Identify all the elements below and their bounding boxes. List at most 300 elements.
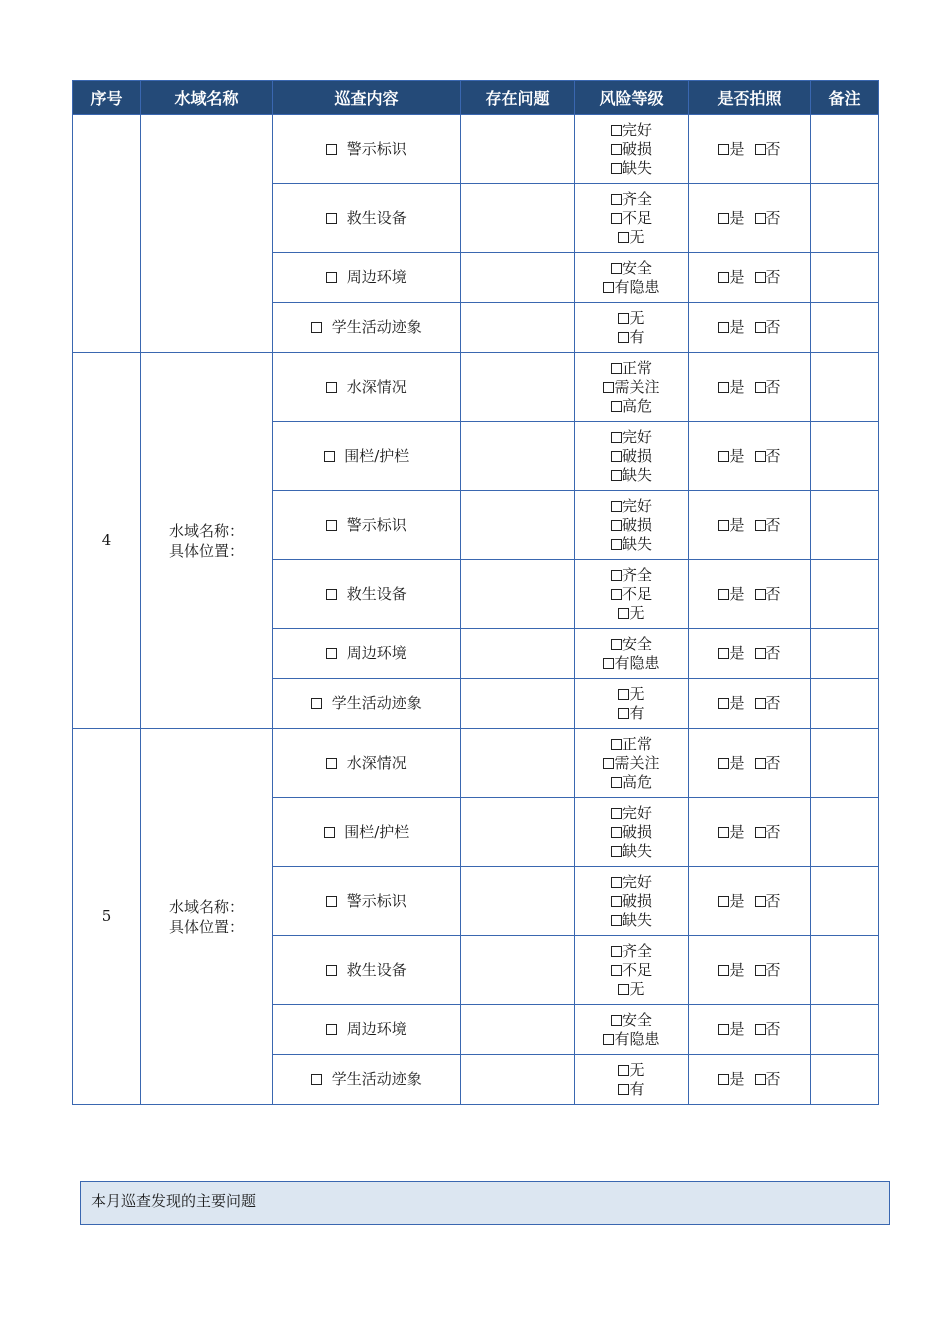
risk-option-label: 破损: [621, 822, 652, 841]
risk-option-label: 不足: [621, 584, 652, 603]
inspection-item-label: 围栏/护栏: [344, 822, 410, 841]
photo-no-checkbox[interactable]: [755, 213, 766, 224]
risk-option-label: 高危: [621, 772, 652, 791]
inspection-item-cell: [273, 679, 461, 729]
risk-option[interactable]: [575, 1011, 688, 1030]
risk-option-label: 有隐患: [614, 653, 660, 672]
photo-yes-checkbox[interactable]: [718, 272, 729, 283]
risk-option-checkbox[interactable]: [611, 539, 622, 550]
issues-cell[interactable]: [461, 184, 575, 253]
photo-yes-checkbox[interactable]: [718, 827, 729, 838]
risk-option[interactable]: [575, 961, 688, 980]
risk-option-checkbox[interactable]: [618, 332, 629, 343]
inspection-item: [326, 892, 407, 910]
photo-no-label: 否: [765, 1070, 781, 1088]
risk-option-checkbox[interactable]: [611, 363, 622, 374]
risk-option[interactable]: [575, 121, 688, 140]
item-checkbox[interactable]: [326, 1024, 337, 1035]
photo-yes-label: 是: [729, 891, 745, 910]
photo-no-checkbox[interactable]: [755, 322, 766, 333]
risk-option-label: 齐全: [621, 189, 652, 208]
item-checkbox[interactable]: [311, 1074, 322, 1085]
risk-option[interactable]: [575, 842, 688, 861]
photo-no-checkbox[interactable]: [755, 272, 766, 283]
issues-cell[interactable]: [461, 253, 575, 303]
risk-option-label: 安全: [621, 634, 652, 653]
seq-cell: [73, 729, 141, 1105]
risk-option[interactable]: [575, 1030, 688, 1049]
risk-option[interactable]: [575, 704, 688, 723]
photo-options: [718, 268, 780, 286]
seq-cell: [73, 115, 141, 353]
item-checkbox[interactable]: [326, 648, 337, 659]
inspection-item-label: 学生活动迹象: [331, 318, 422, 336]
inspection-item-label: 水深情况: [346, 753, 407, 772]
photo-no-label: 否: [765, 644, 781, 662]
photo-taken-cell: [689, 679, 811, 729]
monthly-issues-label: 本月巡查发现的主要问题: [91, 1192, 257, 1210]
photo-options: [718, 318, 780, 336]
risk-option[interactable]: [575, 278, 688, 297]
inspection-item-cell: [273, 303, 461, 353]
risk-level-cell: [575, 353, 689, 422]
risk-option-label: 齐全: [621, 941, 652, 960]
issues-cell[interactable]: [461, 560, 575, 629]
risk-option-checkbox[interactable]: [618, 689, 629, 700]
photo-no-checkbox[interactable]: [755, 896, 766, 907]
inspection-item: [326, 209, 407, 227]
risk-option-checkbox[interactable]: [611, 739, 622, 750]
risk-option[interactable]: [575, 1061, 688, 1080]
location-fields: [169, 521, 244, 561]
risk-option[interactable]: [575, 892, 688, 911]
issues-cell[interactable]: [461, 679, 575, 729]
risk-option[interactable]: [575, 654, 688, 673]
risk-option-checkbox[interactable]: [618, 232, 629, 243]
photo-yes-checkbox[interactable]: [718, 589, 729, 600]
photo-no-label: 否: [765, 268, 781, 286]
risk-level-cell: [575, 1055, 689, 1105]
remarks-cell[interactable]: [811, 303, 879, 353]
photo-no-checkbox[interactable]: [755, 1074, 766, 1085]
risk-option-label: 无: [629, 603, 645, 622]
remarks-cell[interactable]: [811, 253, 879, 303]
risk-option-checkbox[interactable]: [618, 708, 629, 719]
photo-no-label: 否: [765, 584, 781, 603]
risk-option-label: 无: [629, 227, 645, 246]
remarks-cell[interactable]: [811, 936, 879, 1005]
risk-option-label: 无: [629, 684, 645, 703]
risk-option[interactable]: [575, 773, 688, 792]
risk-option-checkbox[interactable]: [611, 777, 622, 788]
risk-option-checkbox[interactable]: [611, 827, 622, 838]
table-row: [73, 353, 879, 422]
photo-taken-cell: [689, 115, 811, 184]
risk-option-checkbox[interactable]: [611, 432, 622, 443]
photo-no-label: 否: [765, 515, 781, 534]
inspection-table: [72, 80, 879, 1105]
remarks-cell[interactable]: [811, 1005, 879, 1055]
item-checkbox[interactable]: [326, 896, 337, 907]
inspection-item-cell: [273, 115, 461, 184]
seq-number: 4: [101, 531, 112, 549]
risk-option[interactable]: [575, 804, 688, 823]
water-location-cell[interactable]: [141, 729, 273, 1105]
inspection-item-label: 学生活动迹象: [331, 1070, 422, 1088]
risk-option-checkbox[interactable]: [611, 401, 622, 412]
header-photo-taken: 是否拍照: [689, 81, 811, 115]
risk-option[interactable]: [575, 397, 688, 416]
inspection-item-cell: [273, 867, 461, 936]
specific-location-label: 具体位置：: [168, 917, 244, 936]
inspection-item-cell: [273, 1005, 461, 1055]
risk-option[interactable]: [575, 447, 688, 466]
risk-level-cell: [575, 491, 689, 560]
risk-option-checkbox[interactable]: [611, 144, 622, 155]
risk-option-label: 无: [629, 308, 645, 327]
photo-yes-label: 是: [729, 208, 745, 227]
issues-cell[interactable]: [461, 422, 575, 491]
risk-option[interactable]: [575, 209, 688, 228]
risk-option[interactable]: [575, 190, 688, 209]
risk-option[interactable]: [575, 1080, 688, 1099]
risk-option-label: 有: [629, 703, 645, 722]
item-checkbox[interactable]: [326, 382, 337, 393]
photo-yes-label: 是: [729, 694, 745, 712]
remarks-cell[interactable]: [811, 560, 879, 629]
photo-yes-checkbox[interactable]: [718, 322, 729, 333]
inspection-item-label: 围栏/护栏: [344, 446, 410, 465]
inspection-item-cell: [273, 491, 461, 560]
risk-option-label: 破损: [621, 446, 652, 465]
risk-level-cell: [575, 679, 689, 729]
header-issues: 存在问题: [461, 81, 575, 115]
photo-options: [718, 1070, 780, 1088]
photo-yes-checkbox[interactable]: [718, 965, 729, 976]
risk-option[interactable]: [575, 823, 688, 842]
risk-option-checkbox[interactable]: [603, 282, 614, 293]
risk-option-checkbox[interactable]: [603, 658, 614, 669]
risk-option-label: 需关注: [614, 753, 660, 772]
header-inspection-content: 巡查内容: [273, 81, 461, 115]
risk-option-checkbox[interactable]: [611, 589, 622, 600]
photo-taken-cell: [689, 936, 811, 1005]
photo-yes-checkbox[interactable]: [718, 382, 729, 393]
risk-option-checkbox[interactable]: [603, 382, 614, 393]
item-checkbox[interactable]: [326, 589, 337, 600]
remarks-cell[interactable]: [811, 184, 879, 253]
issues-cell[interactable]: [461, 629, 575, 679]
photo-no-label: 否: [765, 208, 781, 227]
photo-options: [718, 644, 780, 662]
seq-number: 5: [101, 907, 112, 925]
remarks-cell[interactable]: [811, 1055, 879, 1105]
risk-option-checkbox[interactable]: [611, 470, 622, 481]
photo-yes-checkbox[interactable]: [718, 1024, 729, 1035]
issues-cell[interactable]: [461, 491, 575, 560]
photo-yes-checkbox[interactable]: [718, 896, 729, 907]
risk-option[interactable]: [575, 873, 688, 892]
risk-option[interactable]: [575, 140, 688, 159]
risk-option-label: 安全: [621, 1010, 652, 1029]
inspection-item-cell: [273, 422, 461, 491]
photo-no-checkbox[interactable]: [755, 698, 766, 709]
photo-yes-checkbox[interactable]: [718, 698, 729, 709]
issues-cell[interactable]: [461, 1055, 575, 1105]
issues-cell[interactable]: [461, 798, 575, 867]
remarks-cell[interactable]: [811, 115, 879, 184]
photo-yes-checkbox[interactable]: [718, 144, 729, 155]
risk-option[interactable]: [575, 228, 688, 247]
inspection-item: [311, 1070, 422, 1088]
water-location-cell[interactable]: [141, 353, 273, 729]
risk-level-cell: [575, 303, 689, 353]
risk-option-checkbox[interactable]: [611, 570, 622, 581]
risk-option[interactable]: [575, 735, 688, 754]
risk-option[interactable]: [575, 635, 688, 654]
risk-option[interactable]: [575, 497, 688, 516]
risk-option[interactable]: [575, 359, 688, 378]
risk-option-checkbox[interactable]: [611, 501, 622, 512]
inspection-item: [326, 140, 407, 158]
risk-option[interactable]: [575, 259, 688, 278]
risk-level-cell: [575, 422, 689, 491]
risk-option-checkbox[interactable]: [603, 758, 614, 769]
risk-option-checkbox[interactable]: [611, 877, 622, 888]
risk-option-checkbox[interactable]: [611, 1015, 622, 1026]
risk-option-label: 正常: [621, 358, 652, 377]
issues-cell[interactable]: [461, 115, 575, 184]
inspection-item-cell: [273, 798, 461, 867]
photo-taken-cell: [689, 729, 811, 798]
photo-no-checkbox[interactable]: [755, 648, 766, 659]
water-location-cell[interactable]: [141, 115, 273, 353]
inspection-item-label: 周边环境: [346, 268, 407, 286]
photo-taken-cell: [689, 422, 811, 491]
risk-option-label: 完好: [621, 872, 652, 891]
photo-options: [718, 694, 780, 712]
remarks-cell[interactable]: [811, 353, 879, 422]
risk-option-label: 高危: [621, 396, 652, 415]
risk-option-label: 需关注: [614, 377, 660, 396]
risk-level-cell: [575, 936, 689, 1005]
risk-option[interactable]: [575, 159, 688, 178]
photo-no-checkbox[interactable]: [755, 382, 766, 393]
risk-option-label: 完好: [621, 496, 652, 515]
risk-option-checkbox[interactable]: [618, 984, 629, 995]
photo-no-label: 否: [765, 318, 781, 336]
risk-option-checkbox[interactable]: [611, 846, 622, 857]
monthly-issues-box[interactable]: [80, 1181, 890, 1225]
item-checkbox[interactable]: [326, 758, 337, 769]
issues-cell[interactable]: [461, 936, 575, 1005]
risk-option-checkbox[interactable]: [611, 946, 622, 957]
photo-no-label: 否: [765, 446, 781, 465]
photo-no-checkbox[interactable]: [755, 965, 766, 976]
photo-yes-label: 是: [729, 268, 745, 286]
risk-option-checkbox[interactable]: [611, 263, 622, 274]
risk-option[interactable]: [575, 428, 688, 447]
risk-option-label: 无: [629, 1060, 645, 1079]
risk-option-checkbox[interactable]: [611, 896, 622, 907]
photo-no-checkbox[interactable]: [755, 520, 766, 531]
inspection-item: [326, 378, 407, 396]
inspection-item: [324, 823, 410, 841]
inspection-item: [326, 644, 407, 662]
photo-yes-checkbox[interactable]: [718, 648, 729, 659]
photo-yes-checkbox[interactable]: [718, 758, 729, 769]
risk-option[interactable]: [575, 466, 688, 485]
photo-taken-cell: [689, 629, 811, 679]
risk-option-checkbox[interactable]: [611, 965, 622, 976]
photo-options: [718, 516, 780, 534]
photo-options: [718, 1020, 780, 1038]
photo-no-checkbox[interactable]: [755, 1024, 766, 1035]
risk-option[interactable]: [575, 911, 688, 930]
item-checkbox[interactable]: [326, 520, 337, 531]
item-checkbox[interactable]: [324, 451, 335, 462]
issues-cell[interactable]: [461, 303, 575, 353]
water-name-label: 水域名称：: [168, 521, 244, 540]
table-header: [73, 81, 879, 115]
risk-option[interactable]: [575, 328, 688, 347]
remarks-cell[interactable]: [811, 679, 879, 729]
risk-option-checkbox[interactable]: [611, 915, 622, 926]
photo-no-label: 否: [765, 1020, 781, 1038]
photo-yes-label: 是: [729, 377, 745, 396]
photo-yes-checkbox[interactable]: [718, 213, 729, 224]
risk-option[interactable]: [575, 566, 688, 585]
risk-option-label: 无: [629, 979, 645, 998]
inspection-item-label: 周边环境: [346, 644, 407, 662]
risk-option-checkbox[interactable]: [611, 125, 622, 136]
issues-cell[interactable]: [461, 1005, 575, 1055]
risk-option-label: 齐全: [621, 565, 652, 584]
risk-option-checkbox[interactable]: [611, 194, 622, 205]
photo-yes-checkbox[interactable]: [718, 520, 729, 531]
item-checkbox[interactable]: [326, 965, 337, 976]
photo-options: [718, 892, 780, 910]
photo-no-label: 否: [765, 694, 781, 712]
specific-location-label: 具体位置：: [168, 541, 244, 560]
issues-cell[interactable]: [461, 729, 575, 798]
risk-option[interactable]: [575, 685, 688, 704]
risk-option[interactable]: [575, 378, 688, 397]
risk-option-checkbox[interactable]: [618, 1084, 629, 1095]
photo-no-checkbox[interactable]: [755, 827, 766, 838]
risk-option-label: 不足: [621, 208, 652, 227]
inspection-item-label: 水深情况: [346, 377, 407, 396]
photo-options: [718, 209, 780, 227]
photo-taken-cell: [689, 303, 811, 353]
item-checkbox[interactable]: [324, 827, 335, 838]
photo-no-checkbox[interactable]: [755, 451, 766, 462]
photo-no-checkbox[interactable]: [755, 589, 766, 600]
risk-option-label: 完好: [621, 803, 652, 822]
photo-no-label: 否: [765, 377, 781, 396]
photo-options: [718, 140, 780, 158]
remarks-cell[interactable]: [811, 798, 879, 867]
item-checkbox[interactable]: [326, 272, 337, 283]
remarks-cell[interactable]: [811, 729, 879, 798]
risk-option-checkbox[interactable]: [618, 313, 629, 324]
risk-option-label: 缺失: [621, 841, 652, 860]
photo-yes-label: 是: [729, 515, 745, 534]
risk-option[interactable]: [575, 942, 688, 961]
risk-option-checkbox[interactable]: [611, 520, 622, 531]
item-checkbox[interactable]: [311, 322, 322, 333]
risk-option-label: 有: [629, 1079, 645, 1098]
photo-yes-label: 是: [729, 584, 745, 603]
photo-no-checkbox[interactable]: [755, 758, 766, 769]
risk-option[interactable]: [575, 585, 688, 604]
risk-option-checkbox[interactable]: [611, 451, 622, 462]
photo-yes-checkbox[interactable]: [718, 451, 729, 462]
header-remarks: 备注: [811, 81, 879, 115]
photo-no-label: 否: [765, 891, 781, 910]
photo-taken-cell: [689, 1055, 811, 1105]
remarks-cell[interactable]: [811, 867, 879, 936]
photo-no-checkbox[interactable]: [755, 144, 766, 155]
inspection-item-label: 救生设备: [346, 960, 407, 979]
header-risk-level: 风险等级: [575, 81, 689, 115]
risk-option-checkbox[interactable]: [611, 639, 622, 650]
photo-yes-checkbox[interactable]: [718, 1074, 729, 1085]
risk-option[interactable]: [575, 980, 688, 999]
item-checkbox[interactable]: [326, 213, 337, 224]
inspection-item-label: 周边环境: [346, 1020, 407, 1038]
item-checkbox[interactable]: [326, 144, 337, 155]
inspection-item-cell: [273, 729, 461, 798]
risk-option-label: 不足: [621, 960, 652, 979]
risk-level-cell: [575, 867, 689, 936]
risk-option[interactable]: [575, 754, 688, 773]
risk-option-checkbox[interactable]: [618, 608, 629, 619]
photo-taken-cell: [689, 491, 811, 560]
issues-cell[interactable]: [461, 867, 575, 936]
risk-option-checkbox[interactable]: [603, 1034, 614, 1045]
header-seq: 序号: [73, 81, 141, 115]
risk-option[interactable]: [575, 309, 688, 328]
risk-option-checkbox[interactable]: [611, 163, 622, 174]
inspection-item-cell: [273, 936, 461, 1005]
risk-option-label: 缺失: [621, 465, 652, 484]
inspection-item: [311, 318, 422, 336]
photo-options: [718, 378, 780, 396]
risk-option-checkbox[interactable]: [611, 213, 622, 224]
header-water-name: 水域名称: [141, 81, 273, 115]
photo-no-label: 否: [765, 960, 781, 979]
risk-option-checkbox[interactable]: [611, 808, 622, 819]
risk-option[interactable]: [575, 516, 688, 535]
photo-yes-label: 是: [729, 822, 745, 841]
risk-option-checkbox[interactable]: [618, 1065, 629, 1076]
item-checkbox[interactable]: [311, 698, 322, 709]
photo-yes-label: 是: [729, 1020, 745, 1038]
issues-cell[interactable]: [461, 353, 575, 422]
inspection-item: [311, 694, 422, 712]
risk-option-label: 破损: [621, 139, 652, 158]
risk-option[interactable]: [575, 604, 688, 623]
photo-options: [718, 961, 780, 979]
risk-option-label: 缺失: [621, 158, 652, 177]
remarks-cell[interactable]: [811, 491, 879, 560]
risk-option[interactable]: [575, 535, 688, 554]
remarks-cell[interactable]: [811, 629, 879, 679]
remarks-cell[interactable]: [811, 422, 879, 491]
inspection-item-label: 学生活动迹象: [331, 694, 422, 712]
photo-taken-cell: [689, 184, 811, 253]
